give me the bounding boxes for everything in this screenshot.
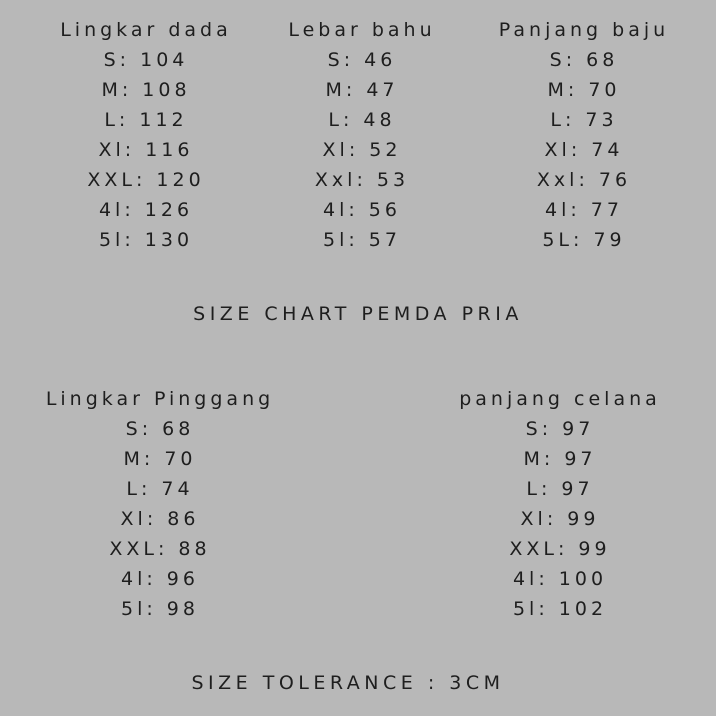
size-row-s: S: 68: [125, 418, 195, 440]
size-row-m: M: 108: [101, 79, 191, 101]
chart-title: SIZE CHART PEMDA PRIA: [193, 303, 523, 325]
size-row-xl: Xl: 52: [322, 139, 402, 161]
size-tolerance-note: SIZE TOLERANCE : 3CM: [191, 672, 505, 694]
size-row-4l: 4l: 77: [545, 199, 623, 221]
size-row-5l: 5l: 98: [121, 598, 199, 620]
column-header: Lingkar dada: [60, 19, 232, 41]
size-row-4l: 4l: 96: [121, 568, 199, 590]
column-header: Panjang baju: [498, 19, 670, 41]
size-row-m: M: 70: [123, 448, 197, 470]
size-row-s: S: 68: [549, 49, 619, 71]
size-row-l: L: 73: [550, 109, 618, 131]
size-row-s: S: 97: [525, 418, 595, 440]
column-header: Lebar bahu: [288, 19, 436, 41]
size-row-m: M: 97: [523, 448, 597, 470]
column-header: panjang celana: [459, 388, 661, 410]
size-row-5l: 5L: 79: [542, 229, 626, 251]
size-row-s: S: 46: [327, 49, 397, 71]
column-lingkar-dada: [36, 15, 256, 255]
size-row-xxl: XXL: 88: [109, 538, 211, 560]
size-row-xl: Xl: 74: [544, 139, 624, 161]
size-row-l: L: 97: [526, 478, 594, 500]
size-row-xl: Xl: 86: [120, 508, 200, 530]
column-panjang-baju: [474, 15, 694, 255]
size-row-m: M: 70: [547, 79, 621, 101]
size-row-m: M: 47: [325, 79, 399, 101]
size-row-xl: Xl: 116: [98, 139, 194, 161]
size-row-4l: 4l: 100: [512, 568, 608, 590]
size-row-xxl: XXL: 120: [87, 169, 205, 191]
size-row-4l: 4l: 56: [323, 199, 401, 221]
size-row-l: L: 48: [328, 109, 396, 131]
size-row-5l: 5l: 57: [323, 229, 401, 251]
column-header: Lingkar Pinggang: [45, 388, 275, 410]
size-row-s: S: 104: [103, 49, 189, 71]
size-row-l: L: 74: [126, 478, 194, 500]
size-row-l: L: 112: [104, 109, 188, 131]
column-panjang-celana: [440, 384, 680, 624]
size-row-5l: 5l: 102: [512, 598, 608, 620]
size-row-4l: 4l: 126: [98, 199, 194, 221]
size-row-xxl: XXL: 99: [509, 538, 611, 560]
size-row-xxl: Xxl: 76: [536, 169, 632, 191]
size-row-xl: Xl: 99: [520, 508, 600, 530]
column-lingkar-pinggang: [20, 384, 300, 624]
size-row-5l: 5l: 130: [98, 229, 194, 251]
column-lebar-bahu: [262, 15, 462, 255]
size-row-xxl: Xxl: 53: [314, 169, 410, 191]
